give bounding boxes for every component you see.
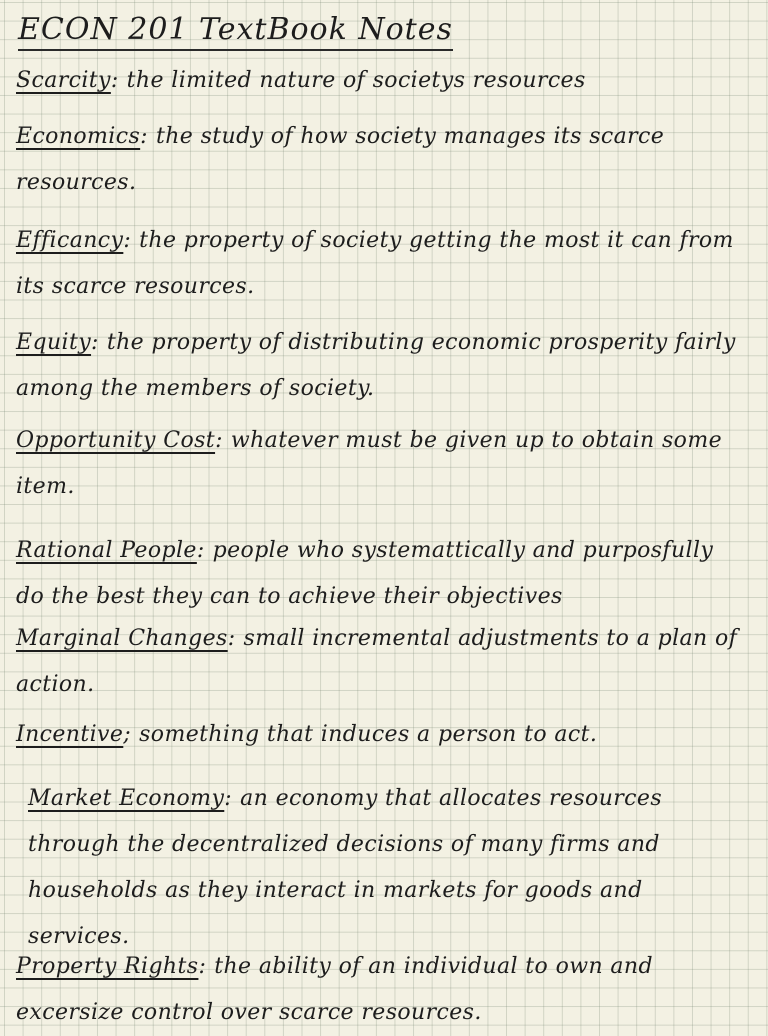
term-separator: : <box>91 330 99 355</box>
definition: people who systemattically and purposfully do the best they can to achieve their objectives <box>16 538 714 609</box>
term-separator: : <box>110 68 119 93</box>
term-separator: : <box>196 538 205 563</box>
term: Marginal Changes <box>16 626 228 651</box>
note-entry-opportunity-cost <box>16 418 744 510</box>
definition: the limited nature of societys resources <box>126 68 586 93</box>
term-separator: : <box>198 954 207 979</box>
definition: the ability of an individual to own and excersize control over scarce resources. <box>16 954 653 1025</box>
term: Economics <box>16 124 141 149</box>
note-entry-rational-people <box>16 528 744 620</box>
note-entry-incentive <box>16 712 744 758</box>
note-entry-efficancy <box>16 218 744 310</box>
note-entry-market-economy <box>28 776 744 960</box>
term-separator: ; <box>123 722 132 747</box>
term-separator: : <box>140 124 148 149</box>
note-entry-equity <box>16 320 744 412</box>
page-title: ECON 201 TextBook Notes <box>18 12 453 51</box>
term: Market Economy <box>28 786 225 811</box>
note-entry-scarcity <box>16 58 744 104</box>
definition: the study of how society manages its scarce resources. <box>16 124 665 195</box>
definition: an economy that allocates resources through the decentralized decisions of many firms and households as they interact in markets for goods and services. <box>28 786 663 949</box>
term: Efficancy <box>16 228 124 253</box>
term: Equity <box>16 330 92 355</box>
term: Incentive <box>16 722 124 747</box>
note-entry-economics <box>16 114 744 206</box>
definition: whatever must be given up to obtain some item. <box>16 428 723 499</box>
term: Rational People <box>16 538 197 563</box>
term-separator: : <box>224 786 233 811</box>
term: Scarcity <box>16 68 111 93</box>
definition: something that induces a person to act. <box>139 722 598 747</box>
term: Property Rights <box>16 954 199 979</box>
definition: small incremental adjustments to a plan of action. <box>16 626 738 697</box>
term: Opportunity Cost <box>16 428 216 453</box>
note-entry-property-rights <box>16 944 744 1036</box>
definition: the property of distributing economic prosperity fairly among the members of society. <box>16 330 736 401</box>
term-separator: : <box>227 626 236 651</box>
term-separator: : <box>215 428 223 453</box>
definition: the property of society getting the most it can from its scarce resources. <box>16 228 734 299</box>
term-separator: : <box>123 228 132 253</box>
note-entry-marginal-changes <box>16 616 744 708</box>
